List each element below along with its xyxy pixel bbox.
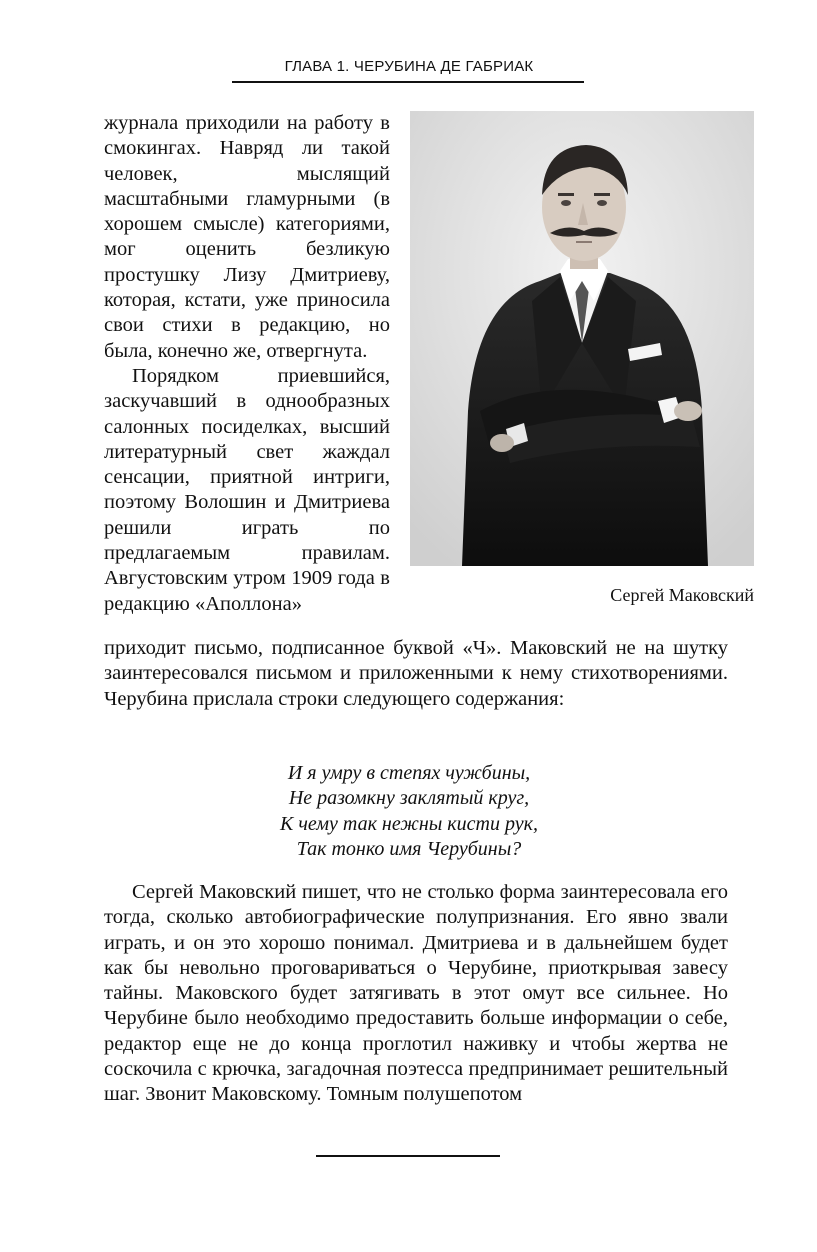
poem-quote: [104, 761, 714, 862]
poem-line: К чему так нежны кисти рук,: [280, 812, 538, 835]
poem-line: Не разомкну заклятый круг,: [288, 787, 530, 810]
column-text: [104, 111, 390, 617]
poem-line: И я умру в степях чужбины,: [287, 762, 531, 784]
continued-paragraph: [104, 636, 728, 712]
poem-line: Так тонко имя Черубины?: [296, 837, 522, 860]
paragraph-1-start: журнала приходили на работу в смокингах. Навряд ли такой человек, мыслящий масштабными гламурными (в хорошем смысле) категориями, мог оценить безликую простушку Лизу Дмитриеву, которая, кстати, уже приносила свои стихи в редакцию, но была, конечно же, отвергнута.: [104, 112, 390, 362]
header-rule: [232, 81, 584, 83]
paragraph-2-continued: приходит письмо, подписанное буквой «Ч». Маковский не на шутку заинтересовался письмом и приложенными к нему стихотворениями. Черубина прислала строки следующего содержания:: [104, 637, 728, 710]
photo-caption: Сергей Маковский: [610, 585, 754, 605]
paragraph-2-start: Порядком приевшийся, заскучавший в однообразных салонных посиделках, высший литературный свет жаждал сенсации, приятной интриги, поэтому Волошин и Дмитриева решили играть по предлагаемым правилам. Августовским утром 1909 года в редакцию «Аполлона»: [104, 364, 390, 615]
portrait-photo: [410, 111, 754, 566]
paragraph-3-text: Сергей Маковский пишет, что не столько форма заинтересовала его тогда, сколько автобиографические полупризнания. Его явно звали играть, и он это хорошо понимал. Дмитриева и в дальнейшем будет как бы невольно проговариваться о Черубине, приоткрывая завесу тайны. Маковского будет затягивать в этот омут все сильнее. Но Черубине было необходимо предоставить больше информации о себе, редактор еще не до конца проглотил наживку и чтобы жертва не соскочила с крючка, загадочная поэтесса предпринимает решительный шаг. Звонит Маковскому. Томным полушепотом: [104, 881, 728, 1106]
running-header: ГЛАВА 1. ЧЕРУБИНА ДЕ ГАБРИАК: [284, 58, 534, 75]
paragraph-3: [104, 880, 728, 1108]
footer-rule: [316, 1155, 500, 1157]
